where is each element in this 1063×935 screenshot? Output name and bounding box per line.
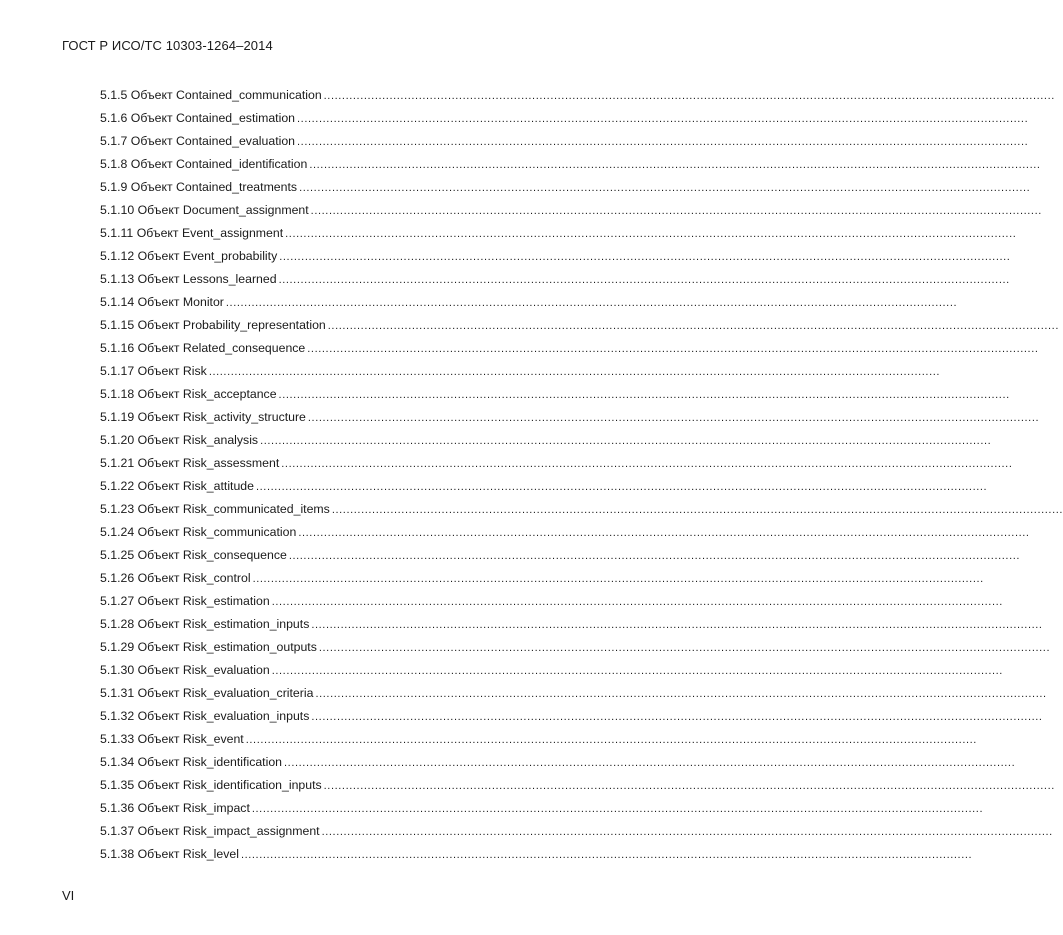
toc-entry — [100, 245, 1011, 268]
toc-entry-title: 5.1.13 Объект Lessons_learned — [100, 272, 277, 286]
page-number: VI — [62, 888, 75, 903]
toc-entry — [100, 291, 958, 314]
dot-leader: ........................................................................................................................................................................................................ — [278, 389, 1010, 401]
toc-entry — [100, 498, 1063, 521]
toc-entry — [100, 107, 1029, 130]
toc-entry-title: 5.1.10 Объект Document_assignment — [100, 203, 309, 217]
toc-entry — [100, 222, 1017, 245]
toc-entry-title: 5.1.23 Объект Risk_communicated_items — [100, 502, 330, 516]
toc-entry-title: 5.1.25 Объект Risk_consequence — [100, 548, 287, 562]
toc-entry — [100, 360, 941, 383]
dot-leader: ........................................................................................................................................................................................................ — [297, 136, 1029, 148]
dot-leader: ........................................................................................................................................................................................................ — [278, 274, 1010, 286]
toc-entry-title: 5.1.18 Объект Risk_acceptance — [100, 387, 277, 401]
dot-leader: ........................................................................................................................................................................................................ — [297, 113, 1029, 125]
dot-leader: ........................................................................................................................................................................................................ — [271, 596, 1003, 608]
dot-leader: ........................................................................................................................................................................................................ — [285, 228, 1017, 240]
toc-entry — [100, 521, 1030, 544]
toc-entry — [100, 84, 1055, 107]
toc-entry-title: 5.1.21 Объект Risk_assessment — [100, 456, 280, 470]
toc-entry-title: 5.1.35 Объект Risk_identification_inputs — [100, 778, 322, 792]
toc-entry-title: 5.1.17 Объект Risk — [100, 364, 207, 378]
toc-entry — [100, 636, 1051, 659]
dot-leader: ........................................................................................................................................................................................................ — [225, 297, 958, 309]
toc-entry-title: 5.1.9 Объект Contained_treatments — [100, 180, 298, 194]
toc-entry-title: 5.1.34 Объект Risk_identification — [100, 755, 283, 769]
dot-leader: ........................................................................................................................................................................................................ — [318, 642, 1051, 654]
toc-entry — [100, 705, 1043, 728]
dot-leader: ........................................................................................................................................................................................................ — [298, 527, 1030, 539]
dot-leader: ........................................................................................................................................................................................................ — [331, 504, 1063, 516]
dot-leader: ........................................................................................................................................................................................................ — [323, 90, 1055, 102]
toc-entry-title: 5.1.24 Объект Risk_communication — [100, 525, 297, 539]
toc-entry-title: 5.1.11 Объект Event_assignment — [100, 226, 284, 240]
toc-entry-title: 5.1.22 Объект Risk_attitude — [100, 479, 254, 493]
toc-entry-title: 5.1.19 Объект Risk_activity_structure — [100, 410, 306, 424]
dot-leader: ........................................................................................................................................................................................................ — [251, 803, 984, 815]
toc-entry — [100, 337, 1039, 360]
toc-entry-title: 5.1.37 Объект Risk_impact_assignment — [100, 824, 320, 838]
dot-leader: ........................................................................................................................................................................................................ — [240, 849, 973, 861]
dot-leader: ........................................................................................................................................................................................................ — [327, 320, 1059, 332]
dot-leader: ........................................................................................................................................................................................................ — [310, 205, 1042, 217]
dot-leader: ........................................................................................................................................................................................................ — [315, 688, 1047, 700]
toc-entry-title: 5.1.5 Объект Contained_communication — [100, 88, 322, 102]
dot-leader: ........................................................................................................................................................................................................ — [252, 573, 984, 585]
dot-leader: ........................................................................................................................................................................................................ — [281, 458, 1013, 470]
dot-leader: ........................................................................................................................................................................................................ — [321, 826, 1053, 838]
toc-entry-title: 5.1.30 Объект Risk_evaluation — [100, 663, 270, 677]
dot-leader: ........................................................................................................................................................................................................ — [309, 159, 1041, 171]
toc-entry-title: 5.1.36 Объект Risk_impact — [100, 801, 250, 815]
toc-entry — [100, 268, 1010, 291]
toc-entry-title: 5.1.32 Объект Risk_evaluation_inputs — [100, 709, 310, 723]
toc-entry — [100, 314, 1059, 337]
toc-entry-title: 5.1.38 Объект Risk_level — [100, 847, 239, 861]
toc-entry — [100, 544, 1021, 567]
toc-entry-title: 5.1.12 Объект Event_probability — [100, 249, 278, 263]
dot-leader: ........................................................................................................................................................................................................ — [284, 757, 1016, 769]
dot-leader: ........................................................................................................................................................................................................ — [307, 343, 1039, 355]
dot-leader: ........................................................................................................................................................................................................ — [288, 550, 1021, 562]
toc-entry-title: 5.1.14 Объект Monitor — [100, 295, 224, 309]
toc-entry — [100, 199, 1042, 222]
dot-leader: ........................................................................................................................................................................................................ — [208, 366, 941, 378]
toc-entry-title: 5.1.33 Объект Risk_event — [100, 732, 244, 746]
toc-entry-title: 5.1.15 Объект Probability_representation — [100, 318, 326, 332]
toc-entry — [100, 682, 1047, 705]
toc-entry-title: 5.1.28 Объект Risk_estimation_inputs — [100, 617, 310, 631]
toc-entry — [100, 590, 1003, 613]
dot-leader: ........................................................................................................................................................................................................ — [255, 481, 988, 493]
dot-leader: ........................................................................................................................................................................................................ — [271, 665, 1003, 677]
toc-entry-title: 5.1.27 Объект Risk_estimation — [100, 594, 270, 608]
toc-entry — [100, 774, 1055, 797]
dot-leader: ........................................................................................................................................................................................................ — [307, 412, 1040, 424]
toc-entry — [100, 176, 1031, 199]
toc-entry — [100, 659, 1003, 682]
dot-leader: ........................................................................................................................................................................................................ — [245, 734, 977, 746]
dot-leader: ........................................................................................................................................................................................................ — [299, 182, 1031, 194]
dot-leader: ........................................................................................................................................................................................................ — [279, 251, 1011, 263]
toc-entry — [100, 820, 1053, 843]
toc-entry-title: 5.1.16 Объект Related_consequence — [100, 341, 306, 355]
toc-entry — [100, 751, 1016, 774]
dot-leader: ........................................................................................................................................................................................................ — [311, 711, 1043, 723]
toc-entry-title: 5.1.29 Объект Risk_estimation_outputs — [100, 640, 317, 654]
toc-entry-title: 5.1.20 Объект Risk_analysis — [100, 433, 259, 447]
toc-entry-title: 5.1.8 Объект Contained_identification — [100, 157, 308, 171]
toc-entry-title: 5.1.6 Объект Contained_estimation — [100, 111, 296, 125]
dot-leader: ........................................................................................................................................................................................................ — [323, 780, 1055, 792]
table-of-contents — [100, 84, 1063, 866]
toc-entry — [100, 797, 984, 820]
toc-entry — [100, 613, 1043, 636]
toc-entry-title: 5.1.26 Объект Risk_control — [100, 571, 251, 585]
toc-entry — [100, 728, 977, 751]
toc-entry — [100, 383, 1010, 406]
toc-entry — [100, 475, 988, 498]
dot-leader: ........................................................................................................................................................................................................ — [260, 435, 992, 447]
toc-entry — [100, 130, 1029, 153]
toc-entry — [100, 567, 984, 590]
toc-entry-title: 5.1.31 Объект Risk_evaluation_criteria — [100, 686, 314, 700]
toc-entry — [100, 406, 1040, 429]
document-header: ГОСТ Р ИСО/ТС 10303-1264–2014 — [62, 38, 273, 53]
toc-entry-title: 5.1.7 Объект Contained_evaluation — [100, 134, 296, 148]
toc-entry — [100, 153, 1041, 176]
toc-entry — [100, 843, 973, 866]
dot-leader: ........................................................................................................................................................................................................ — [311, 619, 1043, 631]
toc-entry — [100, 429, 992, 452]
toc-entry — [100, 452, 1013, 475]
